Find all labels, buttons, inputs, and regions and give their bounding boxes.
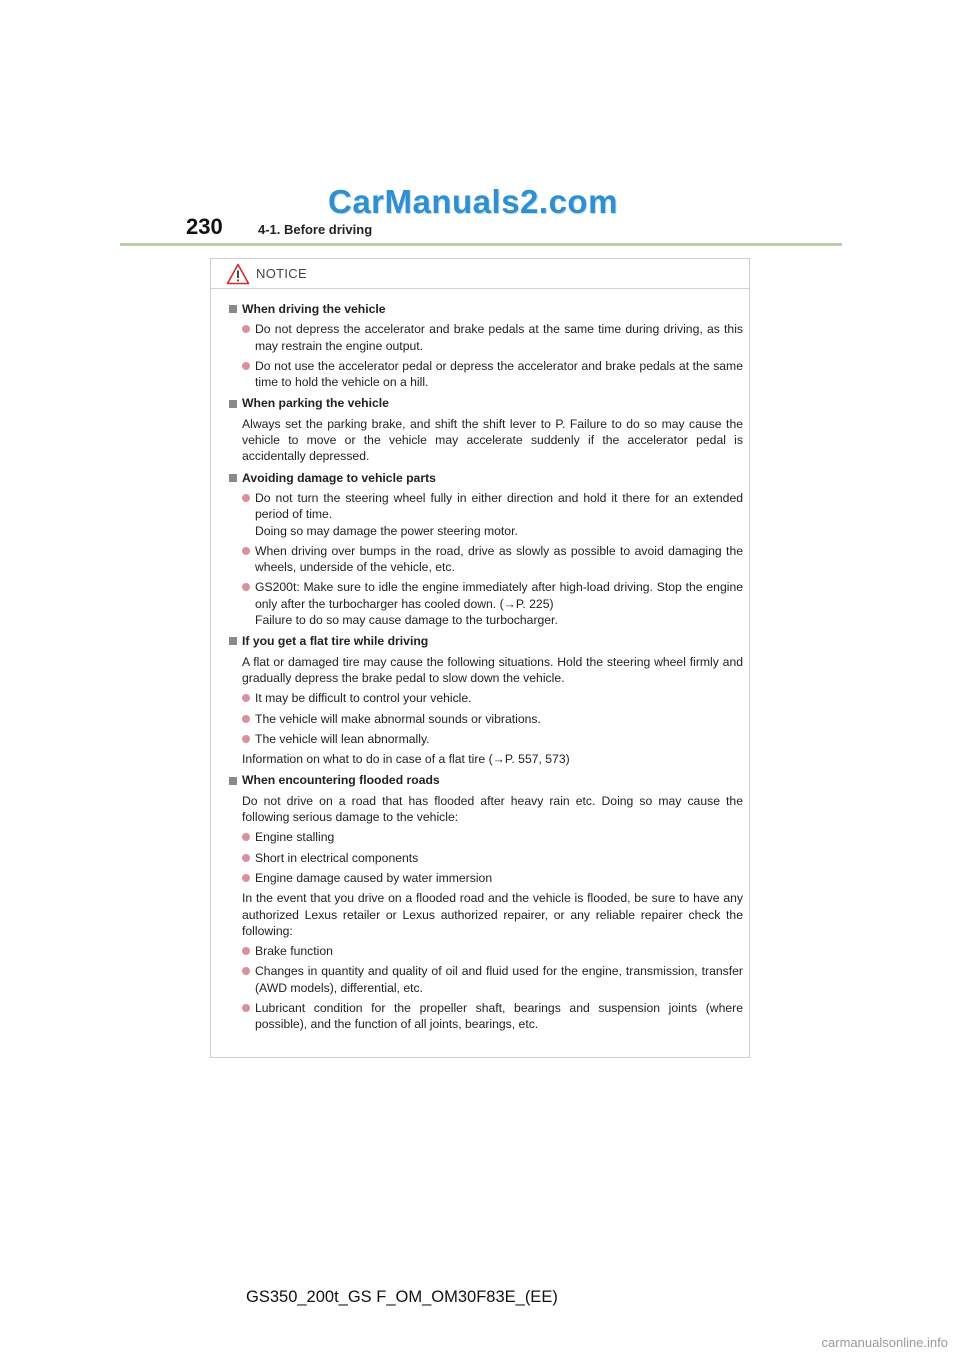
bullet-text: Do not depress the accelerator and brake pedals at the same time during driving, as this may restrain the engine output. bbox=[255, 322, 743, 353]
bullet-text-group bbox=[255, 579, 743, 628]
bullet-dot-icon bbox=[242, 874, 250, 882]
notice-box bbox=[210, 258, 750, 1058]
square-bullet-icon bbox=[229, 400, 237, 408]
heading-text: When encountering flooded roads bbox=[242, 773, 440, 788]
bullet-dot-icon bbox=[242, 1004, 250, 1012]
bullet-item bbox=[229, 850, 743, 866]
bullet-text: It may be difficult to control your vehicle. bbox=[255, 691, 472, 706]
watermark-logo-top: CarManuals2.com bbox=[328, 183, 618, 220]
bullet-text: Lubricant condition for the propeller shaft, bearings and suspension joints (where possible), and the function of all joints, bearings, etc. bbox=[255, 1000, 743, 1032]
bullet-dot-icon bbox=[242, 967, 250, 975]
bullet-text-group bbox=[255, 1000, 743, 1033]
watermark-footer: carmanualsonline.info bbox=[821, 1335, 948, 1350]
bullet-item bbox=[229, 579, 743, 628]
bullet-text-group bbox=[255, 321, 743, 354]
bullet-text: The vehicle will make abnormal sounds or vibrations. bbox=[255, 711, 541, 726]
notice-header bbox=[211, 259, 749, 289]
notice-section-heading bbox=[229, 633, 743, 649]
bullet-text: Do not turn the steering wheel fully in either direction and hold it there for an extended period of time. bbox=[255, 490, 743, 522]
notice-body bbox=[211, 289, 749, 1033]
section-title: 4-1. Before driving bbox=[258, 222, 373, 237]
bullet-item bbox=[229, 943, 743, 959]
paragraph: A flat or damaged tire may cause the following situations. Hold the steering wheel firmly and gradually depress the brake pedal to slow down the vehicle. bbox=[242, 654, 743, 685]
bullet-text: Short in electrical components bbox=[255, 850, 419, 865]
bullet-dot-icon bbox=[242, 735, 250, 743]
paragraph: Information on what to do in case of a flat tire (→P. 557, 573) bbox=[242, 752, 570, 767]
heading-text: If you get a flat tire while driving bbox=[242, 634, 429, 649]
bullet-text: GS200t: Make sure to idle the engine immediately after high-load driving. Stop the engine only after the turbocharger has cooled down. (→P. 225) bbox=[255, 580, 743, 611]
bullet-text-group bbox=[255, 490, 743, 539]
paragraph: Do not drive on a road that has flooded after heavy rain etc. Doing so may cause the following serious damage to the vehicle: bbox=[242, 793, 743, 825]
notice-section-heading bbox=[229, 395, 743, 411]
bullet-text: Do not use the accelerator pedal or depress the accelerator and brake pedals at the same time to hold the vehicle on a hill. bbox=[255, 358, 743, 390]
bullet-dot-icon bbox=[242, 325, 250, 333]
bullet-dot-icon bbox=[242, 583, 250, 591]
notice-section-heading bbox=[229, 772, 743, 788]
square-bullet-icon bbox=[229, 305, 237, 313]
bullet-dot-icon bbox=[242, 547, 250, 555]
bullet-item bbox=[229, 870, 743, 886]
manual-code: GS350_200t_GS F_OM_OM30F83E_(EE) bbox=[246, 1288, 558, 1306]
bullet-text-group bbox=[255, 358, 743, 391]
paragraph: Always set the parking brake, and shift the shift lever to P. Failure to do so may cause the vehicle to move or the vehicle may accelerate suddenly if the accelerator pedal is accidentally depressed. bbox=[242, 416, 743, 464]
bullet-text: Changes in quantity and quality of oil and fluid used for the engine, transmission, transfer (AWD models), differential, etc. bbox=[255, 964, 743, 995]
bullet-text: Brake function bbox=[255, 944, 333, 959]
bullet-text-group bbox=[255, 711, 541, 727]
bullet-text-group bbox=[255, 829, 334, 845]
bullet-item bbox=[229, 490, 743, 539]
heading-text: When parking the vehicle bbox=[242, 396, 389, 411]
bullet-dot-icon bbox=[242, 715, 250, 723]
bullet-item bbox=[229, 321, 743, 354]
notice-section-heading bbox=[229, 470, 743, 486]
warning-triangle-icon bbox=[226, 263, 250, 285]
paragraph: In the event that you drive on a flooded road and the vehicle is flooded, be sure to have any authorized Lexus retailer or Lexus authorized repairer, or any reliable repairer check the following: bbox=[242, 891, 743, 938]
page-number: 230 bbox=[186, 214, 223, 239]
bullet-item bbox=[229, 731, 743, 747]
notice-section-heading bbox=[229, 301, 743, 317]
bullet-text-group bbox=[255, 963, 743, 996]
bullet-text-group bbox=[255, 731, 430, 747]
notice-label: NOTICE bbox=[256, 266, 307, 281]
bullet-dot-icon bbox=[242, 833, 250, 841]
bullet-item bbox=[229, 829, 743, 845]
bullet-text: When driving over bumps in the road, drive as slowly as possible to avoid damaging the wheels, underside of the vehicle, etc. bbox=[255, 543, 743, 575]
bullet-text-group bbox=[255, 850, 418, 866]
bullet-text: Engine damage caused by water immersion bbox=[255, 870, 493, 885]
bullet-dot-icon bbox=[242, 494, 250, 502]
bullet-text-group bbox=[255, 943, 333, 959]
bullet-text-group bbox=[255, 543, 743, 576]
bullet-text-continued: Failure to do so may cause damage to the turbocharger. bbox=[255, 613, 558, 628]
bullet-text: The vehicle will lean abnormally. bbox=[255, 731, 430, 746]
square-bullet-icon bbox=[229, 637, 237, 645]
bullet-dot-icon bbox=[242, 694, 250, 702]
bullet-item bbox=[229, 963, 743, 996]
bullet-text-group bbox=[255, 690, 472, 706]
bullet-dot-icon bbox=[242, 947, 250, 955]
bullet-text-continued: Doing so may damage the power steering motor. bbox=[255, 523, 518, 538]
bullet-text-group bbox=[255, 870, 492, 886]
bullet-item bbox=[229, 543, 743, 576]
bullet-item bbox=[229, 1000, 743, 1033]
square-bullet-icon bbox=[229, 777, 237, 785]
square-bullet-icon bbox=[229, 474, 237, 482]
heading-text: When driving the vehicle bbox=[242, 302, 386, 316]
bullet-dot-icon bbox=[242, 362, 250, 370]
bullet-dot-icon bbox=[242, 854, 250, 862]
bullet-item bbox=[229, 358, 743, 391]
bullet-item bbox=[229, 711, 743, 727]
bullet-item bbox=[229, 690, 743, 706]
bullet-text: Engine stalling bbox=[255, 830, 335, 845]
heading-text: Avoiding damage to vehicle parts bbox=[242, 470, 436, 485]
header-divider bbox=[120, 243, 842, 246]
